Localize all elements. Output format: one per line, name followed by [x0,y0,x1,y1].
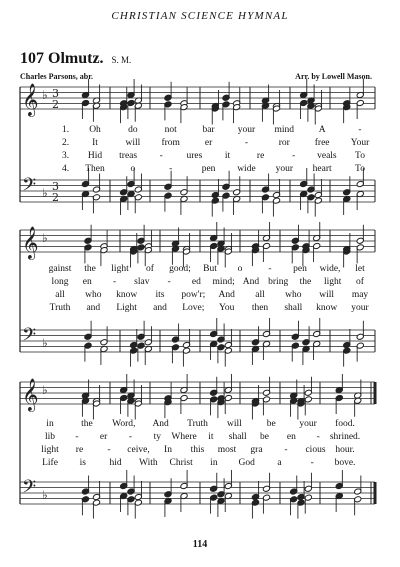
lyric-syllable: o [130,164,136,174]
lyric-syllable: its [155,290,165,300]
verse-number: 3. [62,151,70,161]
lyric-syllable: Where [171,432,197,442]
bass-clef: 𝄢 [22,477,37,502]
lyric-syllable: Hid [87,151,103,161]
lyric-syllable: shall [284,303,303,313]
lyric-syllable: light [41,445,59,455]
lyric-syllable: your [299,419,317,429]
lyric-syllable: hid [109,458,122,468]
lyric-syllable: who [285,290,302,300]
lyric-syllable: You [218,303,235,313]
lyric-syllable: mind [274,125,295,135]
lyric-syllable: in [46,419,54,429]
lyric-syllable: And [242,277,260,287]
lyric-syllable: pen [201,164,216,174]
lyric-syllable: ror [278,138,290,148]
lyric-line [0,419,400,431]
lyrics-system-1 [0,125,400,195]
lyric-syllable: - [75,432,79,442]
lyric-syllable: gra [250,445,263,455]
lyrics-system-2 [0,264,400,334]
lyric-syllable: who [85,290,102,300]
lyric-syllable: bring [268,277,289,287]
lyric-syllable: free [314,138,330,148]
lyric-syllable: from [161,138,180,148]
lyric-syllable: know [116,290,138,300]
lyric-syllable: food. [335,419,355,429]
lyric-syllable: shrined. [329,432,361,442]
running-head: CHRISTIAN SCIENCE HYMNAL [111,10,289,22]
flat-sign: ♭ [42,336,48,350]
lyric-syllable: Word, [112,419,136,429]
lyric-syllable: en [286,432,296,442]
lyric-syllable: the [299,277,312,287]
lyric-syllable: it [224,151,231,161]
lyric-syllable: It [92,138,98,148]
lyric-line [0,277,400,289]
verse-number: 2. [62,138,70,148]
lyric-syllable: not [164,125,177,135]
music-credit: Arr. by Lowell Mason. [295,72,372,81]
lyric-syllable: pen [293,264,307,274]
lyric-line [0,303,400,315]
lyric-syllable: - [244,138,249,148]
lyric-syllable: is [79,458,86,468]
lyric-syllable: gainst [48,264,72,274]
lyric-syllable: Then [85,164,105,174]
lyric-syllable: shall [228,432,247,442]
lyric-syllable: To [355,164,365,174]
lyric-syllable: light [324,277,342,287]
lyric-syllable: most [217,445,237,455]
lyric-syllable: - [128,432,133,442]
time-signature: 3 [52,87,59,100]
lyric-syllable: of [146,264,154,274]
lyric-syllable: To [355,151,365,161]
lyric-syllable: all [255,290,265,300]
lyric-syllable: ty [153,432,161,442]
lyric-syllable: the [81,419,93,429]
lyric-syllable: of [356,277,364,287]
lyric-syllable: - [169,164,173,174]
lyric-syllable: may [351,290,369,300]
lyric-syllable: wide, [319,264,341,274]
words-credit: Charles Parsons, abr. [20,72,94,81]
lyric-syllable: treas [119,151,138,161]
lyric-syllable: it [208,432,214,442]
lyric-syllable: - [316,432,320,442]
hymn-meter: S. M. [111,55,132,65]
lyric-syllable: slav [134,277,150,287]
lyric-syllable: er [99,432,108,442]
lyric-syllable: your [275,164,293,174]
treble-clef: 𝄞 [22,83,39,116]
lyric-line [0,290,400,302]
hymn-number: 107 [20,50,44,67]
lyric-syllable: in [210,458,218,468]
lyric-syllable: - [310,458,314,468]
lyric-syllable: ceive, [127,445,150,455]
flat-sign: ♭ [42,186,48,200]
lyric-syllable: know [316,303,338,313]
lyric-syllable: light [111,264,129,274]
time-signature: 2 [52,191,59,204]
lyric-syllable: will [319,290,335,300]
lyric-syllable: But [203,264,217,274]
hymn-tune: Olmutz. [48,50,104,67]
treble-clef: 𝄞 [22,378,39,411]
lyric-syllable: a [277,458,282,468]
lyric-syllable: - [358,125,362,135]
treble-clef: 𝄞 [22,226,39,259]
time-signature: 3 [52,180,59,193]
lyrics-system-3 [0,419,400,489]
lyric-syllable: bove. [334,458,356,468]
lyric-syllable: all [55,290,65,300]
flat-sign: ♭ [42,488,48,502]
lyric-syllable: and [86,303,101,313]
lyric-syllable: heart [312,164,332,174]
lyric-syllable: Christ [169,458,193,468]
lyric-syllable: Love; [182,303,205,313]
time-signature: 2 [52,98,59,111]
lyric-syllable: bar [202,125,215,135]
lyric-syllable: er [204,138,213,148]
verse-number: 4. [62,164,70,174]
lyric-syllable: Life [42,458,58,468]
lyric-syllable: good; [169,264,191,274]
lyric-line [0,432,400,444]
lyric-syllable: - [292,151,296,161]
lyric-syllable: Truth [49,303,71,313]
lyric-syllable: pow'r; [181,290,206,300]
lyric-line [0,125,400,137]
lyric-line [0,445,400,457]
lyric-syllable: let [355,264,365,274]
lyric-syllable: God [238,458,255,468]
lyric-syllable: hour. [335,445,355,455]
flat-sign: ♭ [42,383,48,397]
lyric-syllable: Truth [187,419,208,429]
lyric-syllable: lib [44,432,56,442]
lyric-syllable: wide [237,164,256,174]
lyric-syllable: your [351,303,369,313]
lyric-syllable: will [125,138,141,148]
lyric-line [0,264,400,276]
lyric-syllable: - [159,151,163,161]
lyric-syllable: mind; [212,277,235,287]
lyric-line [0,458,400,470]
lyric-syllable: the [84,264,96,274]
lyric-syllable: ed [191,277,201,287]
lyric-syllable: - [167,277,171,287]
lyric-syllable: And [152,419,169,429]
lyric-syllable: do [128,125,138,135]
lyric-syllable: then [251,303,269,313]
lyric-syllable: A [318,125,326,135]
lyric-line [0,151,400,163]
lyric-syllable: Oh [89,125,101,135]
lyric-syllable: veals [317,151,337,161]
lyric-syllable: - [268,264,272,274]
lyric-syllable: And [218,290,235,300]
lyric-syllable: and [153,303,167,313]
lyric-syllable: - [284,445,288,455]
lyric-syllable: this [190,445,205,455]
lyric-line [0,164,400,176]
lyric-syllable: o [237,264,243,274]
flat-sign: ♭ [42,88,48,102]
verse-number: 1. [62,125,70,135]
lyric-syllable: Your [350,138,370,148]
flat-sign: ♭ [42,231,48,245]
lyric-syllable: re [75,445,84,455]
page-number: 114 [192,539,208,550]
lyric-syllable: be [260,432,270,442]
lyric-syllable: cious [305,445,326,455]
bass-clef: 𝄢 [22,175,37,200]
lyric-syllable: - [112,277,117,287]
lyric-syllable: In [164,445,172,455]
lyric-syllable: long [51,277,69,287]
lyric-line [0,138,400,150]
lyric-syllable: With [139,458,158,468]
lyric-syllable: Light [116,303,137,313]
lyric-syllable: en [82,277,92,287]
lyric-syllable: - [107,445,111,455]
lyric-syllable: ures [186,151,203,161]
lyric-syllable: will [226,419,242,429]
lyric-syllable: be [266,419,276,429]
lyric-syllable: re [256,151,265,161]
lyric-syllable: your [237,125,256,135]
bass-clef: 𝄢 [22,325,37,350]
